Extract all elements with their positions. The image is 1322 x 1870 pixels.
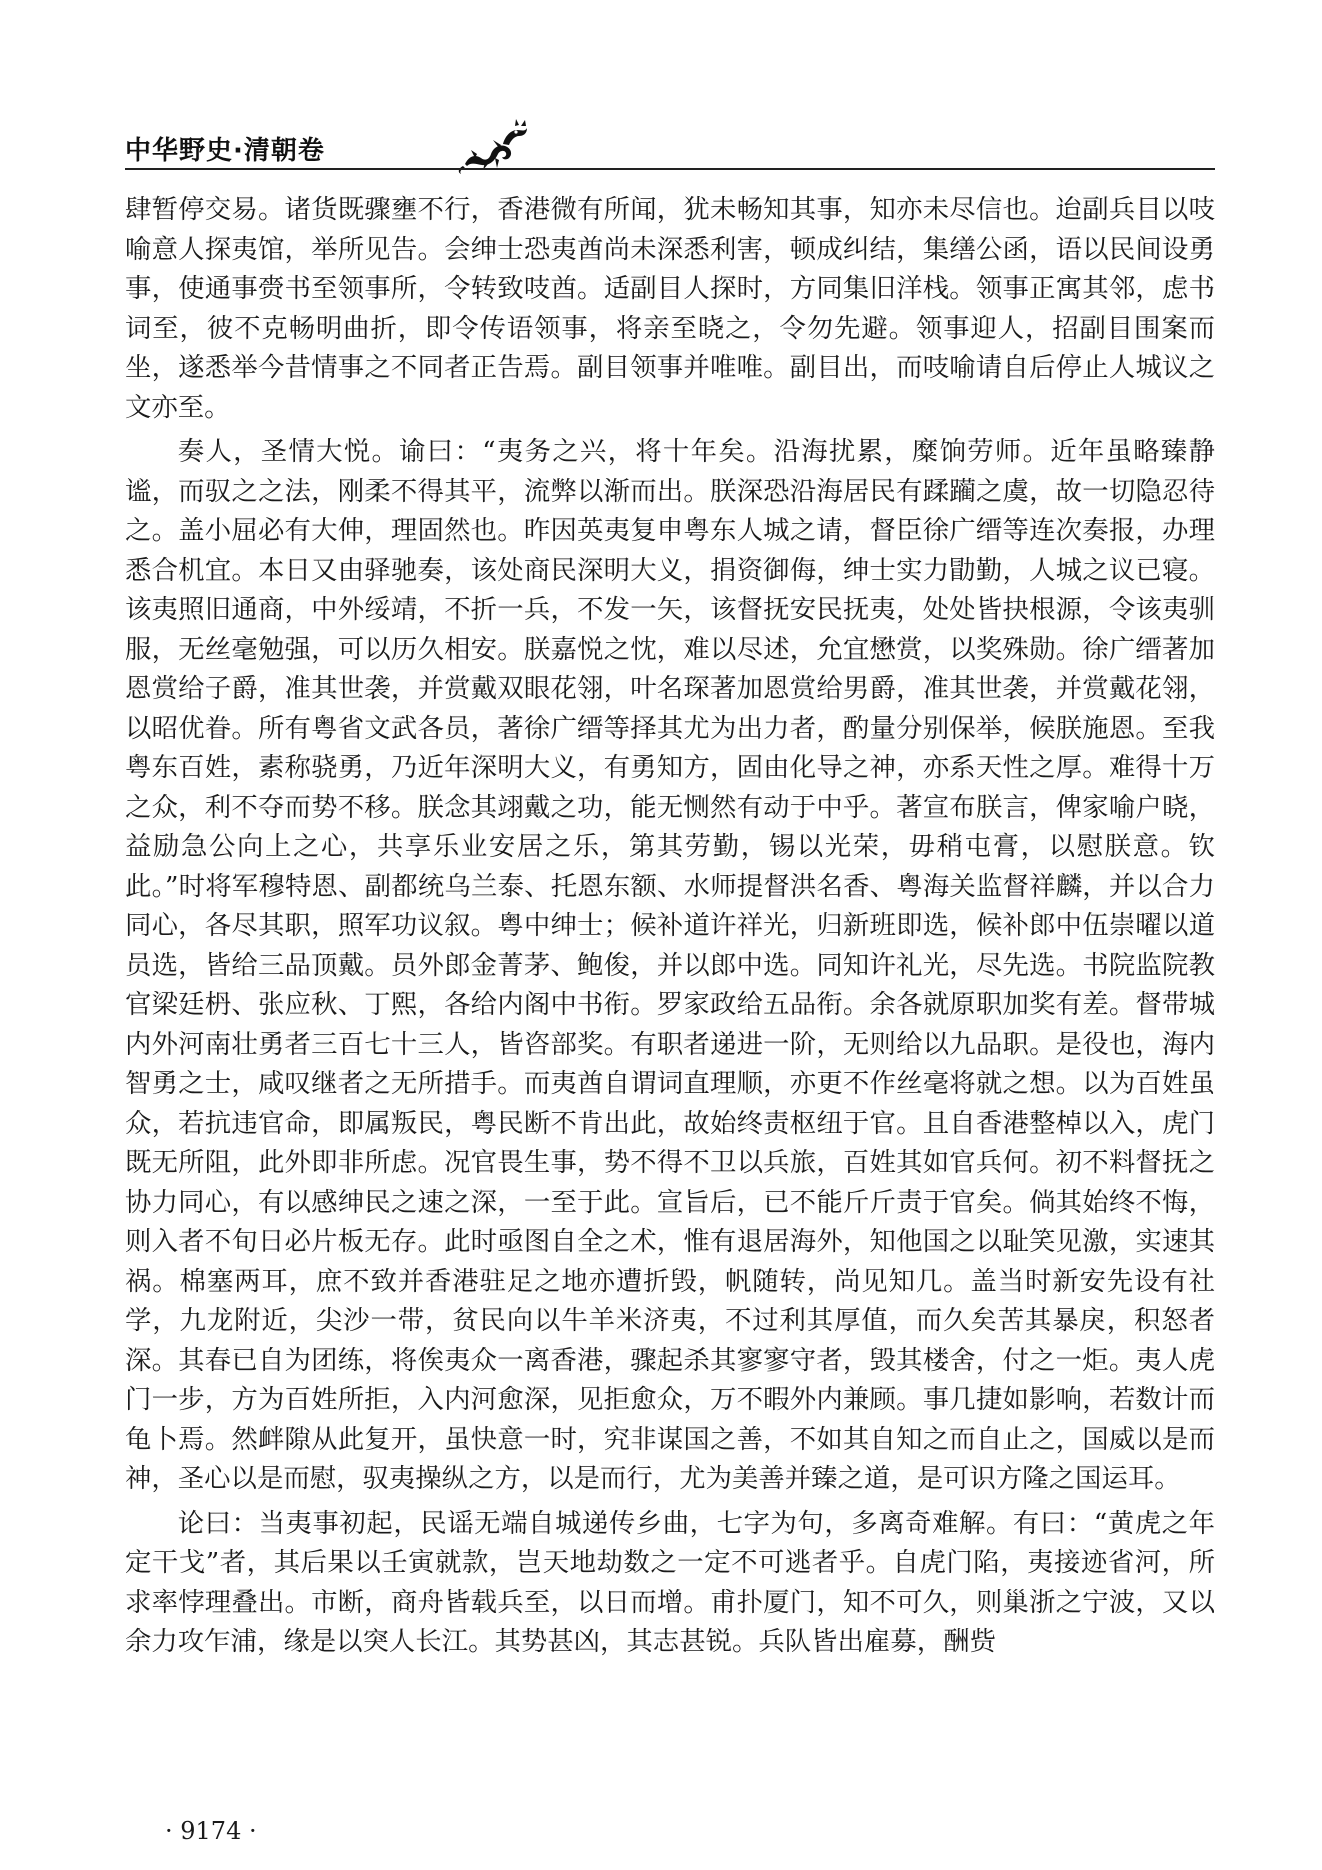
- paragraph-1: 肆暂停交易。诸货既骤壅不行，香港微有所闻，犹未畅知其事，知亦未尽信也。迨副兵目以吱喻意人探夷馆，举所见告。会绅士恐夷酋尚未深悉利害，顿成纠结，集缮公函，语以民间设勇事，使通事赍书至领事所，令转致吱酋。适副目人探时，方同集旧洋栈。领事正寓其邻，虑书词至，彼不克畅明曲折，即令传语领事，将亲至晓之，令勿先避。领事迎人，招副目围案而坐，遂悉举今昔情事之不同者正告焉。副目领事并唯唯。副目出，而吱喻请自后停止人城议之文亦至。: [125, 194, 1215, 423]
- page-header: [125, 118, 1215, 178]
- book-title: 中华野史·清朝卷: [125, 136, 325, 166]
- header-divider: [125, 168, 1215, 170]
- main-text: [125, 190, 1215, 1667]
- page-number: · 9174 ·: [165, 1817, 257, 1845]
- paragraph-3: 论曰：当夷事初起，民谣无端自城递传乡曲，七字为句，多离奇难解。有曰：“黄虎之年定干戈”者，其后果以壬寅就款，岂天地劫数之一定不可逃者乎。自虎门陷，夷接迹省河，所求率悖理叠出。市断，商舟皆载兵至，以日而增。甫扑厦门，知不可久，则巢浙之宁波，又以余力攻乍浦，缘是以突人长江。其势甚凶，其志甚锐。兵队皆出雇募，酬赀: [125, 1507, 1215, 1657]
- paragraph-2: 奏人，圣情大悦。谕曰：“夷务之兴，将十年矣。沿海扰累，糜饷劳师。近年虽略臻静谧，而驭之之法，刚柔不得其平，流弊以渐而出。朕深恐沿海居民有蹂躏之虞，故一切隐忍待之。盖小屈必有大伸，理固然也。昨因英夷复申粤东人城之请，督臣徐广缙等连次奏报，办理悉合机宜。本日又由驿驰奏，该处商民深明大义，捐资御侮，绅士实力勖勤，人城之议已寝。该夷照旧通商，中外绥靖，不折一兵，不发一矢，该督抚安民抚夷，处处皆抉根源，令该夷驯服，无丝毫勉强，可以历久相安。朕嘉悦之忱，难以尽述，允宜懋赏，以奖殊勋。徐广缙著加恩赏给子爵，准其世袭，并赏戴双眼花翎，叶名琛著加恩赏给男爵，准其世袭，并赏戴花翎，以昭优眷。所有粤省文武各员，著徐广缙等择其尤为出力者，酌量分别保举，候朕施恩。至我粤东百姓，素称骁勇，乃近年深明大义，有勇知方，固由化导之神，亦系天性之厚。难得十万之众，利不夺而势不移。朕念其翊戴之功，能无恻然有动于中乎。著宣布朕言，俾家喻户晓，益励急公向上之心，共享乐业安居之乐，第其劳勤，锡以光荣，毋稍屯膏，以慰朕意。钦此。”时将军穆特恩、副都统乌兰泰、托恩东额、水师提督洪名香、粤海关监督祥麟，并以合力同心，各尽其职，照军功议叙。粤中绅士；候补道许祥光，归新班即选，候补郎中伍崇曜以道员选，皆给三品顶戴。员外郎金菁茅、鲍俊，并以郎中选。同知许礼光，尽先选。书院监院教官梁廷枬、张应秋、丁熙，各给内阁中书衔。罗家政给五品衔。余各就原职加奖有差。督带城内外河南壮勇者三百七十三人，皆咨部奖。有职者递进一阶，无则给以九品职。是役也，海内智勇之士，咸叹继者之无所措手。而夷酋自谓词直理顺，亦更不作丝毫将就之想。以为百姓虽众，若抗违官命，即属叛民，粤民断不肯出此，故始终责枢纽于官。且自香港整棹以入，虎门既无所阻，此外即非所虑。况官畏生事，势不得不卫以兵旅，百姓其如官兵何。初不料督抚之协力同心，有以感绅民之速之深，一至于此。宣旨后，已不能斤斤责于官矣。倘其始终不悔，则入者不旬日必片板无存。此时亟图自全之术，惟有退居海外，知他国之以耻笑见激，实速其祸。棉塞两耳，庶不致并香港驻足之地亦遭折毁，帆随转，尚见知几。盖当时新安先设有社学，九龙附近，尖沙一带，贫民向以牛羊米济夷，不过利其厚值，而久矣苦其暴戾，积怒者深。其春已自为团练，将俟夷众一离香港，骤起杀其寥寥守者，毁其楼舍，付之一炬。夷人虎门一步，方为百姓所拒，入内河愈深，见拒愈众，万不暇外内兼顾。事几捷如影响，若数计而龟卜焉。然衅隙从此复开，虽快意一时，究非谋国之善，不如其自知之而自止之，国威以是而神，圣心以是而慰，驭夷操纵之方，以是而行，尤为美善并臻之道，是可识方隆之国运耳。: [125, 436, 1215, 1494]
